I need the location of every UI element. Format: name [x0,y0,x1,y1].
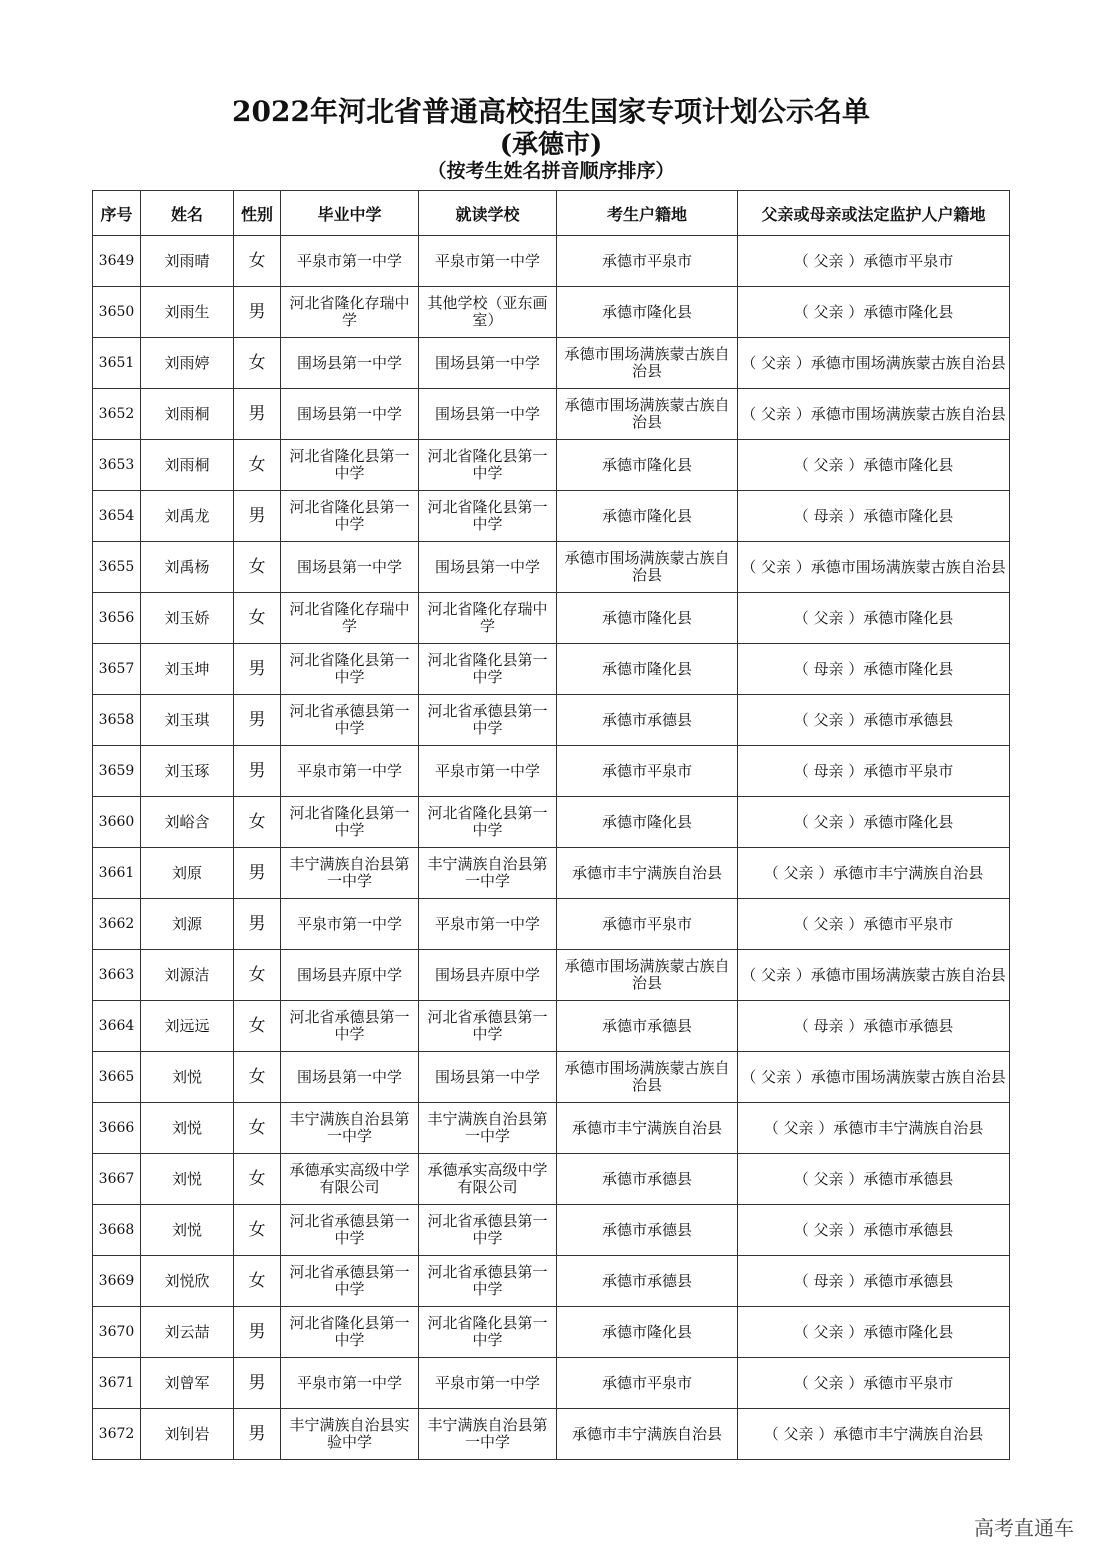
cell-serial: 3664 [93,1001,141,1052]
table-row [93,644,1010,695]
cell-guardian-household: （ 父亲 ）承德市围场满族蒙古族自治县 [738,1052,1010,1103]
table-row [93,1358,1010,1409]
cell-guardian-household: （ 父亲 ）承德市承德县 [738,1154,1010,1205]
cell-guardian-household: （ 父亲 ）承德市围场满族蒙古族自治县 [738,389,1010,440]
cell-name: 刘钊岩 [141,1409,234,1460]
cell-serial: 3654 [93,491,141,542]
cell-graduated-school: 平泉市第一中学 [281,236,419,287]
cell-graduated-school: 围场县第一中学 [281,542,419,593]
cell-guardian-household: （ 父亲 ）承德市丰宁满族自治县 [738,848,1010,899]
cell-name: 刘源洁 [141,950,234,1001]
cell-serial: 3650 [93,287,141,338]
cell-serial: 3651 [93,338,141,389]
cell-current-school: 丰宁满族自治县第一中学 [419,1409,557,1460]
cell-serial: 3669 [93,1256,141,1307]
cell-graduated-school: 丰宁满族自治县第一中学 [281,1103,419,1154]
column-header: 父亲或母亲或法定监护人户籍地 [738,191,1010,236]
cell-gender: 女 [234,950,281,1001]
cell-graduated-school: 河北省隆化县第一中学 [281,440,419,491]
cell-serial: 3655 [93,542,141,593]
cell-gender: 男 [234,491,281,542]
cell-household: 承德市丰宁满族自治县 [557,1103,738,1154]
cell-gender: 男 [234,287,281,338]
cell-gender: 男 [234,1409,281,1460]
cell-household: 承德市隆化县 [557,797,738,848]
cell-household: 承德市围场满族蒙古族自治县 [557,1052,738,1103]
table-row [93,338,1010,389]
watermark: 高考直通车 [974,1516,1074,1540]
table-row [93,542,1010,593]
column-header: 序号 [93,191,141,236]
cell-current-school: 围场县第一中学 [419,542,557,593]
column-header: 性别 [234,191,281,236]
table-row [93,746,1010,797]
cell-household: 承德市隆化县 [557,644,738,695]
cell-graduated-school: 围场县第一中学 [281,389,419,440]
cell-name: 刘悦 [141,1154,234,1205]
cell-guardian-household: （ 父亲 ）承德市平泉市 [738,1358,1010,1409]
cell-current-school: 丰宁满族自治县第一中学 [419,848,557,899]
cell-serial: 3662 [93,899,141,950]
cell-guardian-household: （ 父亲 ）承德市承德县 [738,695,1010,746]
cell-gender: 女 [234,1001,281,1052]
cell-graduated-school: 河北省隆化存瑞中学 [281,287,419,338]
cell-graduated-school: 河北省承德县第一中学 [281,1205,419,1256]
cell-name: 刘雨生 [141,287,234,338]
table-row [93,287,1010,338]
cell-gender: 男 [234,1358,281,1409]
cell-household: 承德市丰宁满族自治县 [557,848,738,899]
cell-current-school: 河北省隆化县第一中学 [419,797,557,848]
cell-gender: 女 [234,1103,281,1154]
cell-guardian-household: （ 父亲 ）承德市隆化县 [738,1307,1010,1358]
cell-graduated-school: 河北省承德县第一中学 [281,1001,419,1052]
cell-household: 承德市隆化县 [557,1307,738,1358]
cell-name: 刘云喆 [141,1307,234,1358]
cell-current-school: 河北省隆化县第一中学 [419,491,557,542]
table-row [93,695,1010,746]
cell-graduated-school: 丰宁满族自治县第一中学 [281,848,419,899]
cell-current-school: 河北省隆化县第一中学 [419,440,557,491]
cell-current-school: 平泉市第一中学 [419,746,557,797]
sort-note: （按考生姓名拼音顺序排序） [427,160,675,182]
table-row [93,1052,1010,1103]
cell-gender: 女 [234,542,281,593]
cell-current-school: 河北省承德县第一中学 [419,1256,557,1307]
cell-current-school: 河北省隆化县第一中学 [419,644,557,695]
cell-name: 刘雨婷 [141,338,234,389]
cell-gender: 女 [234,797,281,848]
cell-guardian-household: （ 父亲 ）承德市丰宁满族自治县 [738,1103,1010,1154]
cell-household: 承德市围场满族蒙古族自治县 [557,950,738,1001]
cell-household: 承德市平泉市 [557,746,738,797]
cell-household: 承德市隆化县 [557,491,738,542]
cell-serial: 3663 [93,950,141,1001]
cell-serial: 3652 [93,389,141,440]
table-row [93,1256,1010,1307]
cell-guardian-household: （ 母亲 ）承德市隆化县 [738,491,1010,542]
cell-current-school: 其他学校（亚东画室） [419,287,557,338]
cell-graduated-school: 河北省隆化县第一中学 [281,644,419,695]
table-row [93,797,1010,848]
cell-gender: 女 [234,1256,281,1307]
cell-gender: 女 [234,440,281,491]
cell-graduated-school: 河北省隆化县第一中学 [281,797,419,848]
cell-name: 刘玉坤 [141,644,234,695]
cell-name: 刘远远 [141,1001,234,1052]
cell-name: 刘禹龙 [141,491,234,542]
cell-household: 承德市平泉市 [557,899,738,950]
cell-current-school: 承德承实高级中学有限公司 [419,1154,557,1205]
cell-guardian-household: （ 父亲 ）承德市丰宁满族自治县 [738,1409,1010,1460]
cell-name: 刘源 [141,899,234,950]
cell-graduated-school: 平泉市第一中学 [281,746,419,797]
cell-serial: 3659 [93,746,141,797]
cell-name: 刘雨晴 [141,236,234,287]
table-row [93,593,1010,644]
cell-household: 承德市平泉市 [557,236,738,287]
table-row [93,848,1010,899]
table-row [93,440,1010,491]
table-row [93,491,1010,542]
cell-gender: 女 [234,1154,281,1205]
cell-household: 承德市围场满族蒙古族自治县 [557,338,738,389]
cell-name: 刘玉琢 [141,746,234,797]
cell-name: 刘雨桐 [141,440,234,491]
column-header: 考生户籍地 [557,191,738,236]
cell-serial: 3649 [93,236,141,287]
cell-serial: 3658 [93,695,141,746]
cell-name: 刘悦欣 [141,1256,234,1307]
cell-serial: 3665 [93,1052,141,1103]
cell-gender: 女 [234,1052,281,1103]
table-row [93,1409,1010,1460]
cell-name: 刘禹杨 [141,542,234,593]
cell-name: 刘悦 [141,1205,234,1256]
cell-guardian-household: （ 父亲 ）承德市平泉市 [738,236,1010,287]
cell-serial: 3660 [93,797,141,848]
cell-household: 承德市丰宁满族自治县 [557,1409,738,1460]
table-row [93,950,1010,1001]
cell-name: 刘峪含 [141,797,234,848]
page-subtitle: (承德市) [499,130,603,160]
cell-household: 承德市隆化县 [557,440,738,491]
cell-graduated-school: 平泉市第一中学 [281,1358,419,1409]
column-header: 毕业中学 [281,191,419,236]
cell-current-school: 围场县第一中学 [419,338,557,389]
cell-gender: 女 [234,593,281,644]
table-row [93,1103,1010,1154]
cell-graduated-school: 平泉市第一中学 [281,899,419,950]
cell-graduated-school: 围场县第一中学 [281,1052,419,1103]
cell-gender: 男 [234,389,281,440]
cell-guardian-household: （ 母亲 ）承德市平泉市 [738,746,1010,797]
cell-current-school: 围场县第一中学 [419,1052,557,1103]
cell-guardian-household: （ 母亲 ）承德市承德县 [738,1256,1010,1307]
cell-serial: 3668 [93,1205,141,1256]
table-header-row [93,191,1010,236]
table-row [93,899,1010,950]
cell-gender: 男 [234,644,281,695]
cell-graduated-school: 河北省承德县第一中学 [281,695,419,746]
cell-graduated-school: 河北省承德县第一中学 [281,1256,419,1307]
cell-gender: 男 [234,848,281,899]
cell-gender: 女 [234,338,281,389]
cell-guardian-household: （ 父亲 ）承德市隆化县 [738,593,1010,644]
column-header: 姓名 [141,191,234,236]
cell-current-school: 河北省隆化县第一中学 [419,1307,557,1358]
cell-name: 刘原 [141,848,234,899]
cell-serial: 3653 [93,440,141,491]
cell-household: 承德市隆化县 [557,287,738,338]
cell-household: 承德市承德县 [557,695,738,746]
cell-gender: 男 [234,1307,281,1358]
cell-household: 承德市围场满族蒙古族自治县 [557,542,738,593]
cell-gender: 男 [234,746,281,797]
cell-current-school: 河北省隆化存瑞中学 [419,593,557,644]
cell-household: 承德市承德县 [557,1001,738,1052]
cell-name: 刘玉娇 [141,593,234,644]
cell-guardian-household: （ 父亲 ）承德市承德县 [738,1205,1010,1256]
cell-serial: 3661 [93,848,141,899]
cell-gender: 男 [234,695,281,746]
cell-current-school: 围场县第一中学 [419,389,557,440]
cell-guardian-household: （ 母亲 ）承德市承德县 [738,1001,1010,1052]
cell-current-school: 平泉市第一中学 [419,899,557,950]
cell-current-school: 河北省承德县第一中学 [419,1205,557,1256]
cell-serial: 3666 [93,1103,141,1154]
cell-graduated-school: 河北省隆化县第一中学 [281,491,419,542]
cell-current-school: 平泉市第一中学 [419,1358,557,1409]
cell-guardian-household: （ 父亲 ）承德市隆化县 [738,797,1010,848]
cell-guardian-household: （ 父亲 ）承德市围场满族蒙古族自治县 [738,950,1010,1001]
cell-name: 刘雨桐 [141,389,234,440]
cell-serial: 3672 [93,1409,141,1460]
cell-serial: 3670 [93,1307,141,1358]
cell-current-school: 河北省承德县第一中学 [419,1001,557,1052]
cell-graduated-school: 围场县卉原中学 [281,950,419,1001]
cell-current-school: 围场县卉原中学 [419,950,557,1001]
cell-name: 刘悦 [141,1103,234,1154]
cell-current-school: 河北省承德县第一中学 [419,695,557,746]
cell-graduated-school: 河北省隆化存瑞中学 [281,593,419,644]
table-row [93,389,1010,440]
table-row [93,236,1010,287]
cell-gender: 女 [234,1205,281,1256]
cell-serial: 3667 [93,1154,141,1205]
cell-name: 刘玉琪 [141,695,234,746]
cell-household: 承德市平泉市 [557,1358,738,1409]
table-row [93,1001,1010,1052]
cell-serial: 3656 [93,593,141,644]
cell-name: 刘悦 [141,1052,234,1103]
cell-guardian-household: （ 父亲 ）承德市隆化县 [738,440,1010,491]
cell-guardian-household: （ 父亲 ）承德市平泉市 [738,899,1010,950]
cell-serial: 3657 [93,644,141,695]
table-row [93,1154,1010,1205]
cell-gender: 男 [234,899,281,950]
table-row [93,1205,1010,1256]
cell-household: 承德市承德县 [557,1154,738,1205]
cell-serial: 3671 [93,1358,141,1409]
cell-guardian-household: （ 父亲 ）承德市围场满族蒙古族自治县 [738,338,1010,389]
cell-gender: 女 [234,236,281,287]
cell-name: 刘曾军 [141,1358,234,1409]
cell-guardian-household: （ 父亲 ）承德市隆化县 [738,287,1010,338]
cell-guardian-household: （ 父亲 ）承德市围场满族蒙古族自治县 [738,542,1010,593]
cell-graduated-school: 丰宁满族自治县实验中学 [281,1409,419,1460]
cell-current-school: 平泉市第一中学 [419,236,557,287]
cell-graduated-school: 河北省隆化县第一中学 [281,1307,419,1358]
table-row [93,1307,1010,1358]
cell-graduated-school: 围场县第一中学 [281,338,419,389]
roster-table [92,190,1010,1460]
page-title: 2022年河北省普通高校招生国家专项计划公示名单 [232,95,870,128]
cell-household: 承德市承德县 [557,1256,738,1307]
cell-guardian-household: （ 母亲 ）承德市隆化县 [738,644,1010,695]
column-header: 就读学校 [419,191,557,236]
cell-household: 承德市围场满族蒙古族自治县 [557,389,738,440]
cell-graduated-school: 承德承实高级中学有限公司 [281,1154,419,1205]
cell-household: 承德市隆化县 [557,593,738,644]
cell-household: 承德市承德县 [557,1205,738,1256]
cell-current-school: 丰宁满族自治县第一中学 [419,1103,557,1154]
